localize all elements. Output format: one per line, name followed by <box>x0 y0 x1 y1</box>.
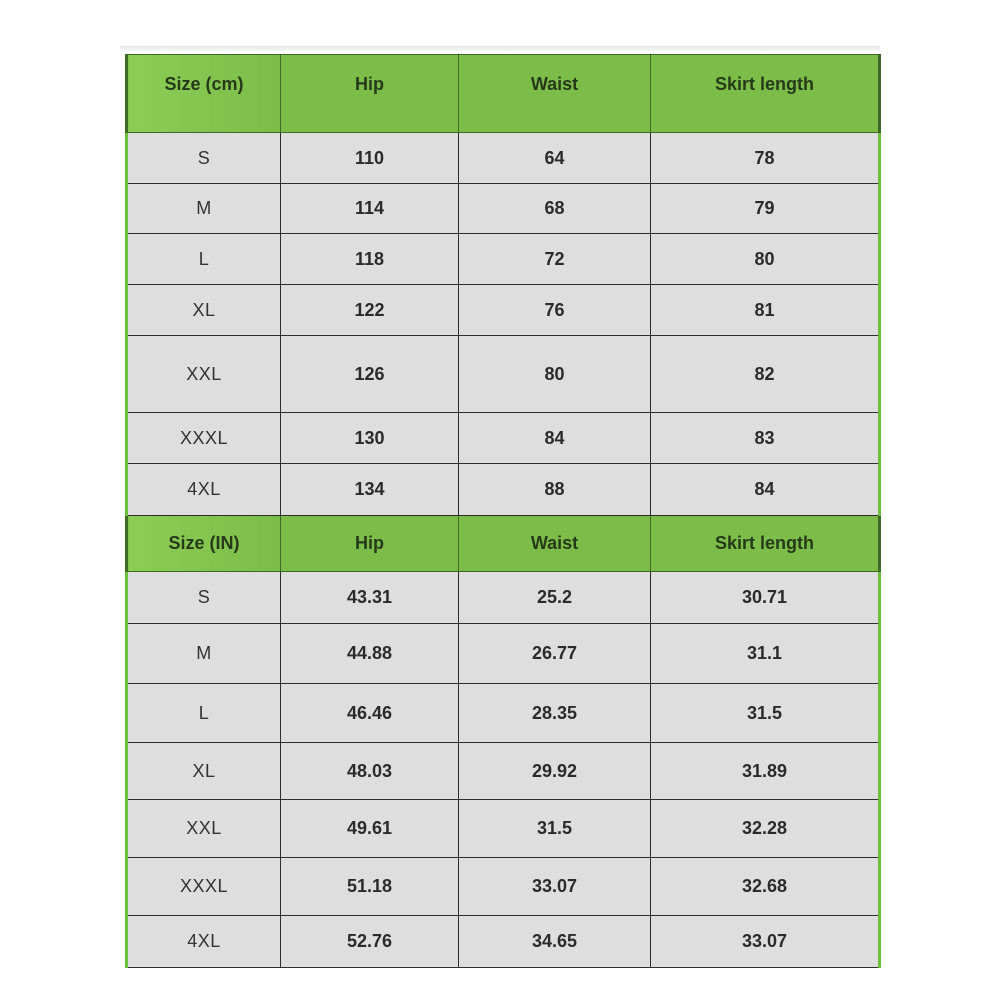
skirt-length-cell: 83 <box>651 413 880 464</box>
hip-cell: 114 <box>281 184 459 234</box>
waist-cell: 64 <box>459 133 651 184</box>
skirt-length-cell: 79 <box>651 184 880 234</box>
size-cell: 4XL <box>127 464 281 516</box>
hip-cell: 51.18 <box>281 858 459 916</box>
skirt-length-cell: 80 <box>651 234 880 285</box>
table-row <box>127 133 880 184</box>
table-row <box>127 285 880 336</box>
in-header-hip: Hip <box>281 516 459 572</box>
hip-cell: 44.88 <box>281 624 459 684</box>
hip-cell: 43.31 <box>281 572 459 624</box>
table-row <box>127 624 880 684</box>
table-row <box>127 184 880 234</box>
skirt-length-cell: 33.07 <box>651 916 880 968</box>
waist-cell: 25.2 <box>459 572 651 624</box>
size-cell: M <box>127 184 281 234</box>
hip-cell: 122 <box>281 285 459 336</box>
table-row <box>127 800 880 858</box>
skirt-length-cell: 81 <box>651 285 880 336</box>
size-cell: S <box>127 133 281 184</box>
top-divider <box>120 46 880 51</box>
hip-cell: 118 <box>281 234 459 285</box>
waist-cell: 28.35 <box>459 684 651 743</box>
skirt-length-cell: 32.68 <box>651 858 880 916</box>
table-row <box>127 234 880 285</box>
table-row <box>127 572 880 624</box>
table-row <box>127 336 880 413</box>
table-row <box>127 916 880 968</box>
waist-cell: 26.77 <box>459 624 651 684</box>
waist-cell: 31.5 <box>459 800 651 858</box>
in-header-skirt-length: Skirt length <box>651 516 880 572</box>
in-header-size: Size (IN) <box>127 516 281 572</box>
skirt-length-cell: 31.1 <box>651 624 880 684</box>
size-cell: 4XL <box>127 916 281 968</box>
hip-cell: 48.03 <box>281 743 459 800</box>
waist-cell: 34.65 <box>459 916 651 968</box>
in-header-row <box>127 516 880 572</box>
size-cell: L <box>127 684 281 743</box>
size-cell: XL <box>127 285 281 336</box>
cm-header-waist: Waist <box>459 55 651 133</box>
size-chart <box>125 54 878 968</box>
size-cell: XXL <box>127 336 281 413</box>
size-cell: S <box>127 572 281 624</box>
size-cell: XXXL <box>127 413 281 464</box>
waist-cell: 76 <box>459 285 651 336</box>
in-header-waist: Waist <box>459 516 651 572</box>
cm-header-size: Size (cm) <box>127 55 281 133</box>
cm-header-skirt-length: Skirt length <box>651 55 880 133</box>
waist-cell: 80 <box>459 336 651 413</box>
size-cell: M <box>127 624 281 684</box>
table-row <box>127 858 880 916</box>
hip-cell: 126 <box>281 336 459 413</box>
size-cell: XXL <box>127 800 281 858</box>
size-cell: L <box>127 234 281 285</box>
skirt-length-cell: 84 <box>651 464 880 516</box>
hip-cell: 49.61 <box>281 800 459 858</box>
skirt-length-cell: 30.71 <box>651 572 880 624</box>
table-row <box>127 743 880 800</box>
waist-cell: 33.07 <box>459 858 651 916</box>
size-cell: XL <box>127 743 281 800</box>
table-row <box>127 684 880 743</box>
hip-cell: 46.46 <box>281 684 459 743</box>
cm-header-hip: Hip <box>281 55 459 133</box>
hip-cell: 134 <box>281 464 459 516</box>
table-row <box>127 413 880 464</box>
hip-cell: 110 <box>281 133 459 184</box>
hip-cell: 52.76 <box>281 916 459 968</box>
waist-cell: 84 <box>459 413 651 464</box>
waist-cell: 88 <box>459 464 651 516</box>
size-cell: XXXL <box>127 858 281 916</box>
hip-cell: 130 <box>281 413 459 464</box>
waist-cell: 72 <box>459 234 651 285</box>
skirt-length-cell: 31.5 <box>651 684 880 743</box>
waist-cell: 68 <box>459 184 651 234</box>
size-table <box>125 54 881 968</box>
table-row <box>127 464 880 516</box>
cm-header-row <box>127 55 880 133</box>
skirt-length-cell: 32.28 <box>651 800 880 858</box>
skirt-length-cell: 31.89 <box>651 743 880 800</box>
waist-cell: 29.92 <box>459 743 651 800</box>
skirt-length-cell: 82 <box>651 336 880 413</box>
skirt-length-cell: 78 <box>651 133 880 184</box>
